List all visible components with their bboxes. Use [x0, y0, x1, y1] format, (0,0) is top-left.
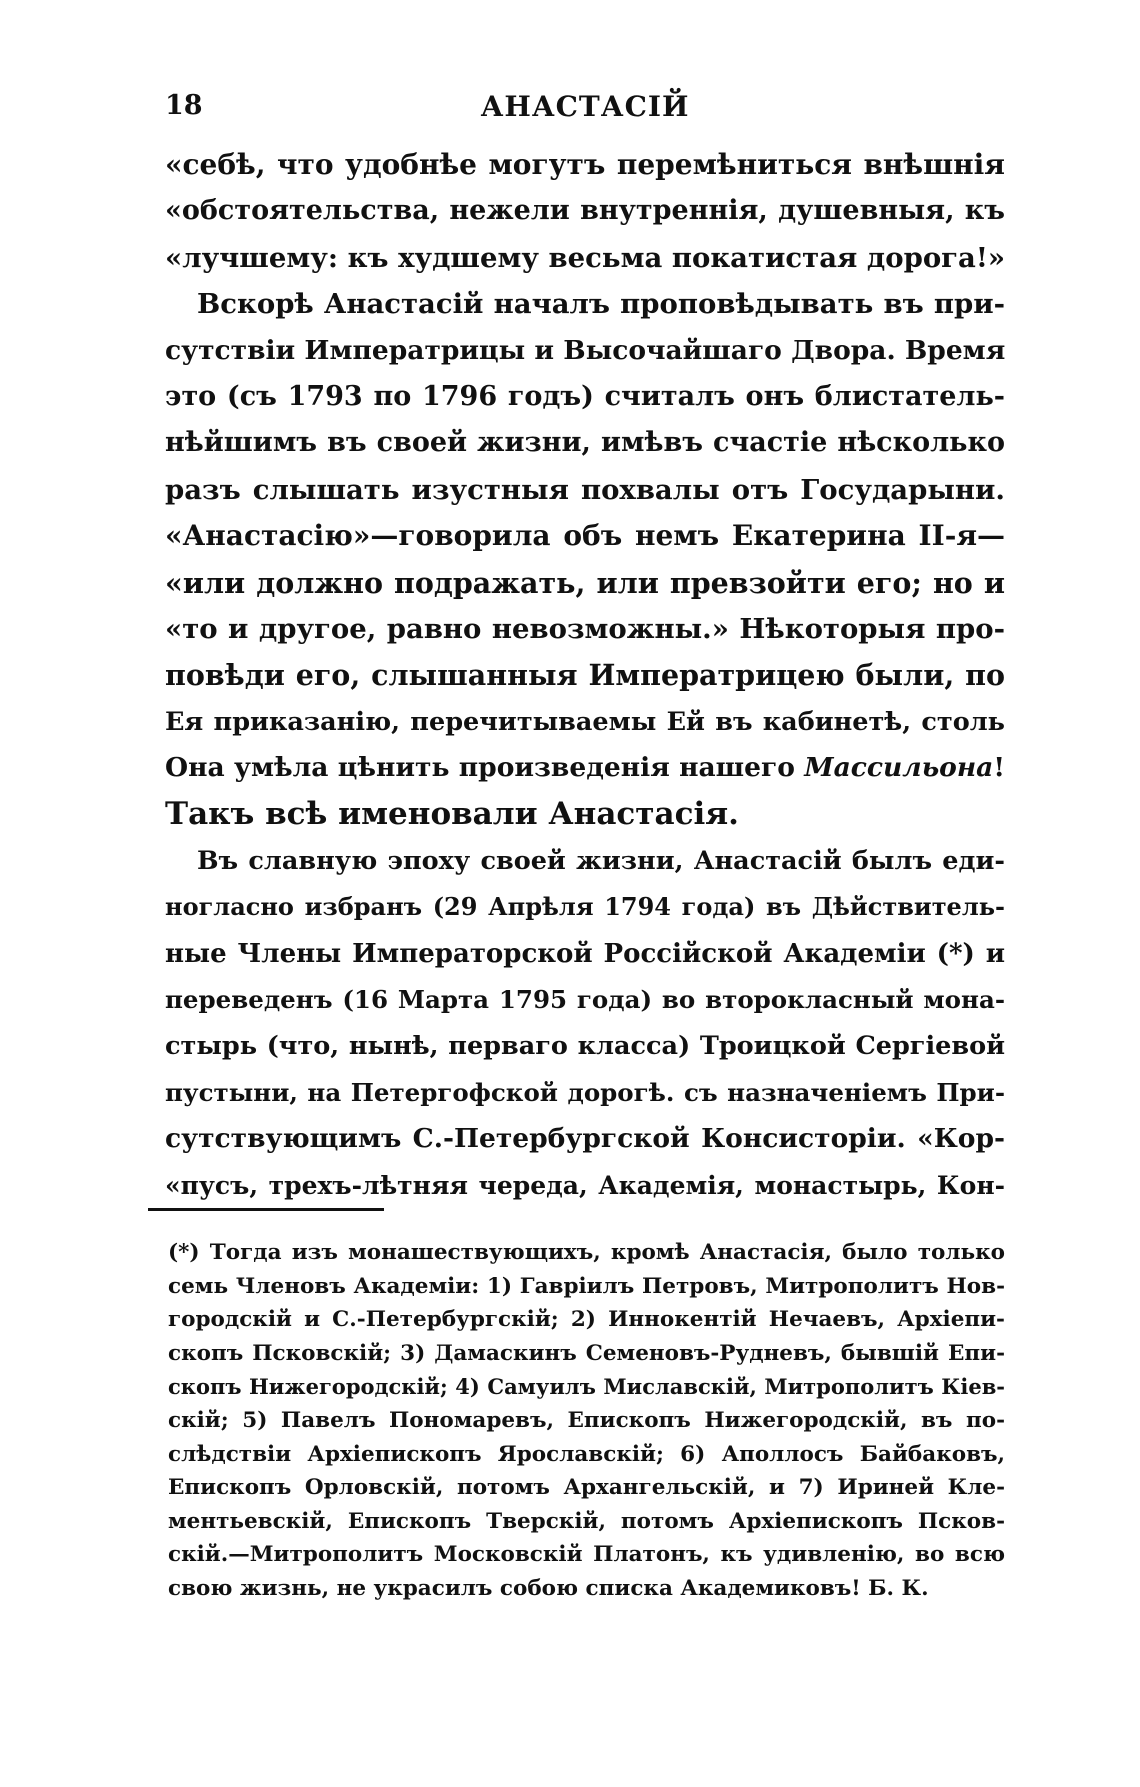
page-header [165, 90, 1005, 130]
footnote-line: скій.—Митрополитъ Московскій Платонъ, къ удивленію, во всю [168, 1542, 1005, 1568]
text-line: «Анастасію»—говорила объ немъ Екатерина II-я— [165, 519, 1005, 553]
footnote-line: слѣдствіи Архіепископъ Ярославскій; 6) Аполлосъ Байбаковъ, [168, 1441, 1005, 1467]
text-line: «пусъ, трехъ-лѣтняя череда, Академія, монастырь, Кон- [165, 1170, 1005, 1200]
text-line: «себѣ, что удобнѣе могутъ перемѣниться внѣшнія [165, 148, 1005, 181]
text-line: разъ слышать изустныя похвалы отъ Государыни. [165, 473, 1005, 506]
text-line: повѣди его, слышанныя Императрицею были, по [165, 658, 1005, 693]
footnote-rule [148, 1208, 384, 1211]
text-fragment: Она умѣла цѣнить произведенія нашего [165, 752, 795, 784]
text-line: это (съ 1793 по 1796 годъ) считалъ онъ блистатель- [165, 380, 1005, 412]
text-line [165, 745, 1005, 791]
footnote-line: Епископъ Орловскій, потомъ Архангельскій, и 7) Ириней Кле- [168, 1475, 1005, 1501]
footnote-line: ментьевскій, Епископъ Тверскій, потомъ Архіепископъ Псков- [168, 1508, 1005, 1534]
footnote-line: (*) Тогда изъ монашествующихъ, кромѣ Анастасія, было только [168, 1240, 1005, 1265]
footnote-line: свою жизнь, не украсилъ собою списка Академиковъ! Б. К. [168, 1575, 929, 1601]
italic-name: Массильона [804, 752, 994, 784]
text-line: нѣйшимъ въ своей жизни, имѣвъ счастіе нѣсколько [165, 427, 1005, 459]
text-line: ные Члены Императорской Россійской Академіи (*) и [165, 938, 1005, 969]
text-line: «или должно подражать, или превзойти его; но и [165, 565, 1005, 600]
text-line: Такъ всѣ именовали Анастасія. [165, 796, 739, 833]
text-fragment: ! [993, 752, 1005, 784]
footnote-line: городскій и С.-Петербургскій; 2) Иннокентій Нечаевъ, Архіепи- [168, 1307, 1005, 1333]
text-line: сутствіи Императрицы и Высочайшаго Двора. Время [165, 334, 1006, 366]
text-line: «обстоятельства, нежели внутреннія, душевныя, къ [165, 195, 1005, 227]
footnote-line: семь Членовъ Академіи: 1) Гавріилъ Петровъ, Митрополитъ Нов- [168, 1273, 1005, 1299]
footnote-line: скопъ Нижегородскій; 4) Самуилъ Миславскій, Митрополитъ Кіев- [168, 1374, 1005, 1400]
footnote-line: скій; 5) Павелъ Пономаревъ, Епископъ Нижегородскій, въ по- [168, 1407, 1005, 1433]
page-number: 18 [165, 90, 203, 121]
text-line: «то и другое, равно невозможны.» Нѣкоторыя про- [165, 612, 1005, 645]
text-line: Вскорѣ Анастасій началъ проповѣдывать въ при- [197, 288, 1005, 321]
running-title: АНАСТАСІЙ [480, 90, 690, 123]
text-line: Въ славную эпоху своей жизни, Анастасій былъ еди- [197, 845, 1005, 876]
text-line: «лучшему: къ худшему весьма покатистая дорога!» [165, 241, 1006, 274]
text-line: Ея приказанію, перечитываемы Ей въ кабинетѣ, столь [165, 706, 1005, 737]
text-line: ногласно избранъ (29 Апрѣля 1794 года) въ Дѣйствитель- [165, 892, 1005, 922]
text-line: стырь (что, нынѣ, перваго класса) Троицкой Сергіевой [165, 1031, 1005, 1062]
footnote [168, 1236, 1005, 1606]
text-line: сутствующимъ С.-Петербургской Консисторіи. «Кор- [165, 1123, 1005, 1155]
footnote-line: скопъ Псковскій; 3) Дамаскинъ Семеновъ-Рудневъ, бывшій Епи- [168, 1340, 1005, 1366]
text-line: пустыни, на Петергофской дорогѣ. съ назначеніемъ При- [165, 1077, 1005, 1107]
text-line: переведенъ (16 Марта 1795 года) во второкласный мона- [165, 985, 1005, 1015]
main-text [165, 142, 1005, 1209]
